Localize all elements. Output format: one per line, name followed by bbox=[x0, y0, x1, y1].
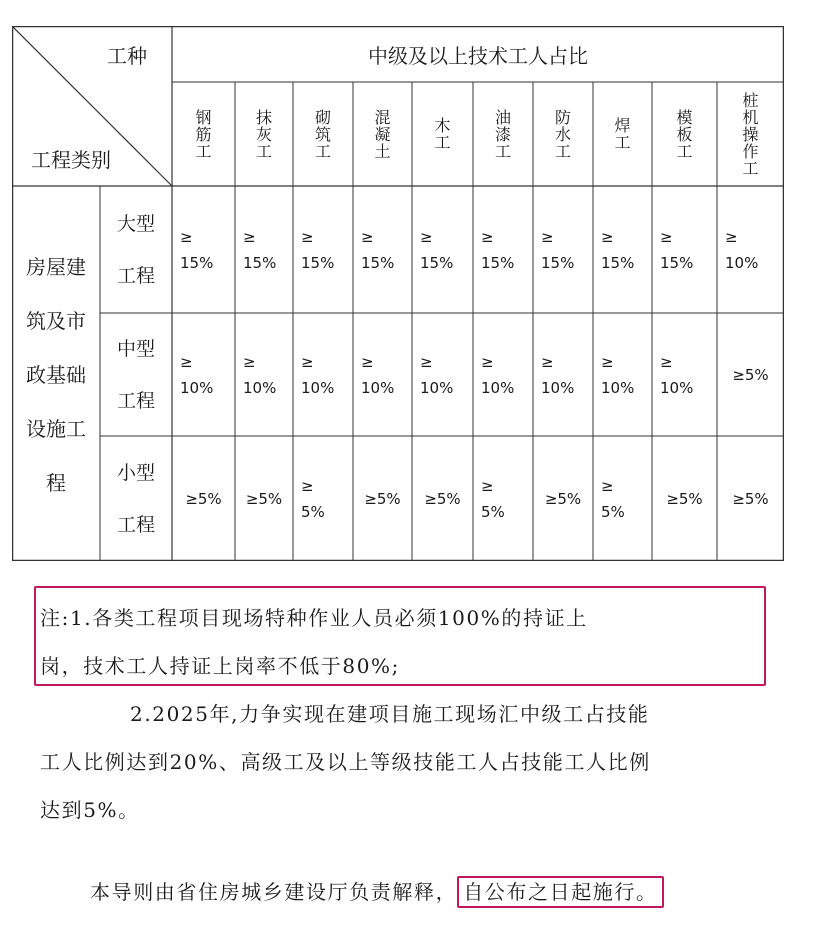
value-cell: ≥ 15% bbox=[660, 227, 694, 272]
value-cell: ≥5% bbox=[424, 489, 461, 508]
row-label: 小型 工程 bbox=[116, 461, 155, 536]
header-category: 工程类别 bbox=[31, 147, 111, 172]
final-sentence bbox=[90, 868, 664, 916]
value-cell: ≥ 10% bbox=[541, 352, 575, 397]
trade-header: 防 水 工 bbox=[554, 107, 571, 161]
ratio-table bbox=[12, 26, 784, 561]
trade-header: 钢 筋 工 bbox=[195, 107, 212, 161]
value-cell: ≥ 10% bbox=[420, 352, 454, 397]
value-cell: ≥ 10% bbox=[660, 352, 694, 397]
note-1: 注:1.各类工程项目现场特种作业人员必须100%的持证上 岗，技术工人持证上岗率不低于80%; bbox=[40, 606, 588, 678]
trade-header: 砌 筑 工 bbox=[314, 107, 331, 161]
trade-header: 混 凝 土 bbox=[374, 107, 391, 161]
value-cell: ≥ 5% bbox=[301, 476, 325, 521]
final-highlight: 自公布之日起施行。 bbox=[457, 876, 663, 908]
value-cell: ≥ 10% bbox=[361, 352, 395, 397]
value-cell: ≥ 5% bbox=[481, 476, 505, 521]
trade-header: 模 板 工 bbox=[676, 107, 693, 161]
trade-header: 抹 灰 工 bbox=[255, 107, 272, 161]
trade-header: 木 工 bbox=[434, 116, 451, 152]
header-worktype: 工种 bbox=[107, 43, 147, 68]
value-cell: ≥ 15% bbox=[481, 227, 515, 272]
value-cell: ≥ 15% bbox=[420, 227, 454, 272]
note-1-highlight bbox=[34, 586, 766, 686]
note-2: 2.2025年,力争实现在建项目施工现场汇中级工占技能 工人比例达到20%、高级工及以上等级技能工人占技能工人比例 达到5%。 bbox=[40, 702, 651, 822]
value-cell: ≥ 15% bbox=[243, 227, 277, 272]
value-cell: ≥ 10% bbox=[180, 352, 214, 397]
value-cell: ≥ 10% bbox=[601, 352, 635, 397]
trade-header: 桩 机 操 作 工 bbox=[742, 90, 759, 178]
value-cell: ≥ 5% bbox=[601, 476, 625, 521]
value-cell: ≥ 10% bbox=[301, 352, 335, 397]
trade-header: 油 漆 工 bbox=[494, 107, 511, 161]
value-cell: ≥ 15% bbox=[541, 227, 575, 272]
header-ratio: 中级及以上技术工人占比 bbox=[368, 43, 588, 68]
category-label: 房屋建 筑及市 政基础 设施工 程 bbox=[26, 254, 86, 495]
value-cell: ≥5% bbox=[732, 365, 769, 384]
row-label: 大型 工程 bbox=[116, 212, 155, 287]
value-cell: ≥5% bbox=[185, 489, 222, 508]
trade-header: 焊 工 bbox=[614, 116, 631, 152]
value-cell: ≥ 15% bbox=[180, 227, 214, 272]
value-cell: ≥ 15% bbox=[361, 227, 395, 272]
value-cell: ≥5% bbox=[245, 489, 283, 508]
value-cell: ≥ 10% bbox=[243, 352, 277, 397]
value-cell: ≥ 10% bbox=[481, 352, 515, 397]
value-cell: ≥5% bbox=[544, 489, 582, 508]
row-label: 中型 工程 bbox=[116, 337, 155, 412]
final-prefix: 本导则由省住房城乡建设厅负责解释， bbox=[90, 880, 458, 904]
value-cell: ≥ 10% bbox=[725, 227, 759, 272]
value-cell: ≥5% bbox=[666, 489, 703, 508]
value-cell: ≥ 15% bbox=[601, 227, 635, 272]
value-cell: ≥5% bbox=[364, 489, 401, 508]
value-cell: ≥ 15% bbox=[301, 227, 335, 272]
value-cell: ≥5% bbox=[732, 489, 769, 508]
